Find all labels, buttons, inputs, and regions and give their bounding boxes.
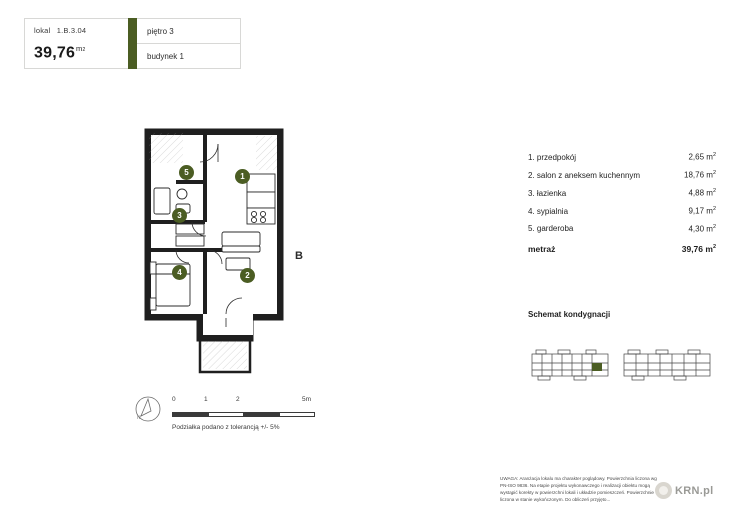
floor-plan — [130, 122, 320, 392]
floor-scheme-title: Schemat kondygnacji — [528, 310, 611, 319]
compass-rose — [131, 392, 165, 426]
room-list — [528, 152, 716, 254]
total-area-row — [528, 244, 716, 254]
unit-label: lokal — [34, 26, 51, 35]
room-marker-4: 4 — [172, 265, 187, 280]
header-accent-bar — [128, 18, 137, 69]
scale-bar-block — [172, 396, 322, 431]
room-list-item — [528, 188, 716, 198]
room-list-item — [528, 224, 716, 234]
unit-area — [34, 44, 119, 62]
header-block — [24, 18, 241, 69]
watermark — [655, 482, 713, 499]
room-marker-5: 5 — [179, 165, 194, 180]
svg-text:N: N — [137, 415, 141, 421]
header-meta — [137, 18, 241, 69]
scale-tick-2: 2 — [236, 396, 240, 403]
room-list-item — [528, 206, 716, 216]
room-name-1: 1. przedpokój — [528, 152, 577, 162]
building-label: budynek 1 — [137, 44, 241, 69]
room-list-item — [528, 152, 716, 162]
unit-area-unit: m2 — [76, 44, 86, 53]
total-area-value: 39,76 $m^2$ — [681, 244, 716, 255]
watermark-logo-icon — [655, 482, 672, 499]
scale-tick-labels — [172, 396, 322, 412]
room-area-3: 4,88 $m^2$ — [688, 187, 716, 198]
room-area-1: 2,65 $m^2$ — [688, 152, 716, 162]
room-marker-2: 2 — [240, 268, 255, 283]
room-name-4: 4. sypialnia — [528, 206, 569, 216]
plan-section-letter: B — [295, 250, 303, 262]
unit-id-line — [34, 26, 119, 35]
unit-code: 1.B.3.04 — [56, 26, 87, 35]
scale-bar-graphic — [172, 412, 315, 417]
room-name-2: 2. salon z aneksem kuchennym — [528, 170, 641, 180]
room-marker-3: 3 — [172, 208, 187, 223]
scale-tick-0: 0 — [172, 396, 176, 403]
room-marker-1: 1 — [235, 169, 250, 184]
watermark-text: KRN.pl — [675, 484, 714, 497]
room-area-5: 4,30 $m^2$ — [688, 223, 716, 234]
total-area-label: metraż — [528, 244, 556, 255]
room-name-5: 5. garderoba — [528, 224, 574, 234]
floor-plan-drawing — [130, 122, 320, 392]
scale-tick-1: 1 — [204, 396, 208, 403]
room-list-item — [528, 170, 716, 180]
scale-tick-3: 5m — [302, 396, 312, 403]
room-area-2: 18,76 $m^2$ — [684, 169, 716, 180]
disclaimer-note: UWAGA: Aranżacja lokalu ma charakter poglądowy. Powierzchnia liczona wg PN-ISO 9836. Na etapie projektu wykonawczego i realizacji obiektu mogą wystąpić korekty w powierzchni lokali i układzie pomieszczeń. Powierzchnie liczona w stanie wykończonym. Do obliczeń przyjęto... — [500, 476, 657, 502]
unit-summary — [24, 18, 128, 69]
floor-label: piętro 3 — [137, 18, 241, 44]
floor-scheme-graphic — [528, 348, 718, 382]
scale-note: Podziałka podano z tolerancją +/- 5% — [172, 424, 280, 431]
unit-area-value: 39,76 — [34, 44, 76, 62]
room-area-4: 9,17 $m^2$ — [688, 205, 716, 216]
room-name-3: 3. łazienka — [528, 188, 567, 198]
